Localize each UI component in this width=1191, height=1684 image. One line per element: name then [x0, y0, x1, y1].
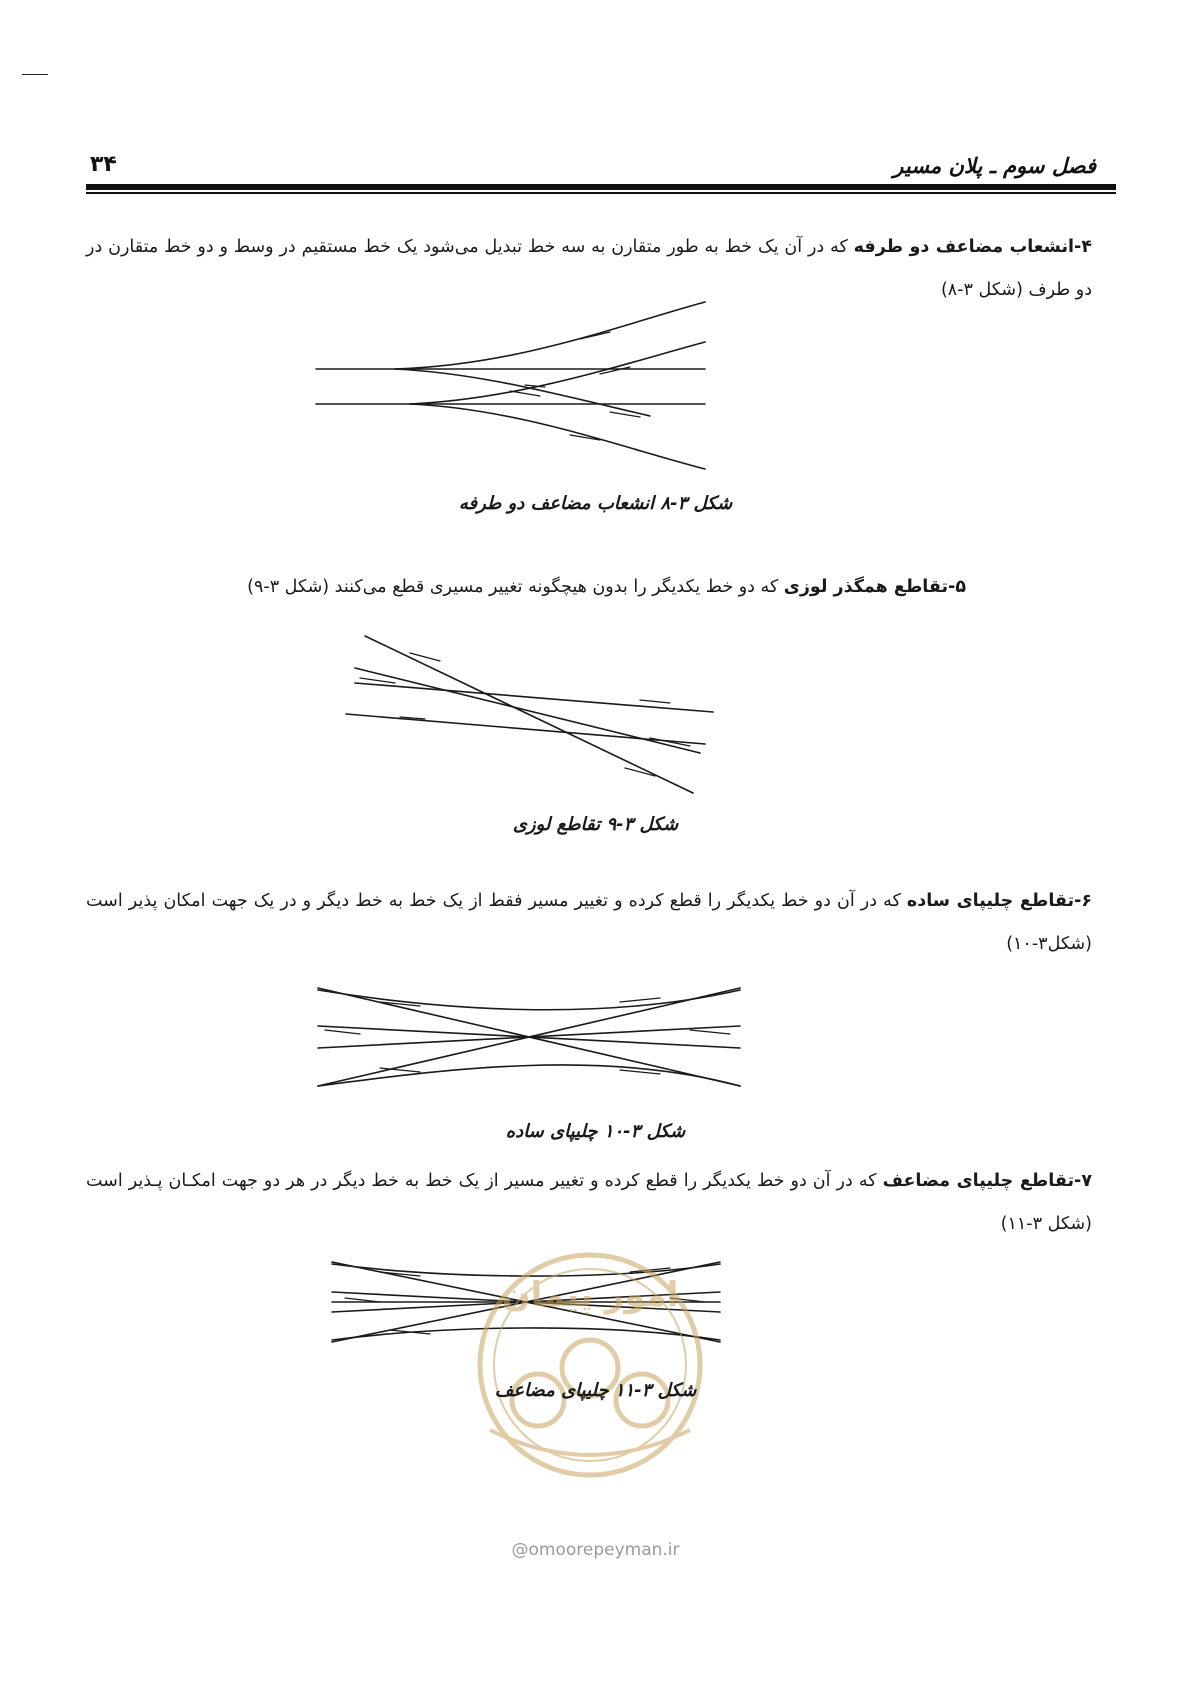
- page-number: ۳۴: [90, 152, 117, 177]
- figure-caption: شکل ۳-۹ تقاطع لوزی: [512, 814, 679, 835]
- rail-tick: [640, 700, 670, 703]
- section-number: ۷-: [1074, 1171, 1092, 1191]
- seal-logo-text: امور پیمان: [501, 1275, 679, 1315]
- rail-tick: [325, 1030, 360, 1034]
- figure-caption: شکل ۳-۸ انشعاب مضاعف دو طرفه: [458, 493, 733, 514]
- figure-diamond-crossing: [0, 628, 1191, 798]
- scan-corner-mark: [22, 74, 48, 75]
- section-text: که در آن یک خط به طور متقارن به سه خط تبدیل می‌شود یک خط مستقیم در وسط و دو خط متقارن در دو طرف (شکل ۳-۸): [86, 237, 1092, 300]
- figure-caption: شکل ۳-۱۱ چلیپای مضاعف: [494, 1380, 697, 1401]
- diverging-track: [395, 302, 705, 369]
- chapter-title: فصل سوم ـ پلان مسیر: [893, 154, 1096, 178]
- paragraph-section-5: [86, 566, 966, 609]
- section-number: ۵-: [948, 577, 966, 597]
- rail-tick: [360, 678, 395, 683]
- header-rule-thin: [86, 192, 1116, 194]
- rail-tick: [580, 332, 610, 339]
- figure-double-turnout: [0, 295, 1191, 485]
- section-term: تقاطع همگذر لوزی: [783, 577, 949, 597]
- track-line: [365, 636, 693, 793]
- curved-track: [318, 990, 740, 1010]
- section-term: تقاطع چلیپای ساده: [906, 891, 1075, 911]
- rail-tick: [620, 998, 660, 1002]
- section-number: ۴-: [1074, 237, 1092, 257]
- section-text: که در آن دو خط یکدیگر را قطع کرده و تغییر مسیر از یک خط به خط دیگر در هر دو جهت امکـان پـذیر است (شکل ۳-۱۱): [86, 1171, 1092, 1234]
- at-icon: @: [511, 1540, 529, 1560]
- track-line: [346, 714, 705, 744]
- section-term: انشعاب مضاعف دو طرفه: [853, 237, 1075, 257]
- paragraph-section-6: [86, 880, 1092, 966]
- watermark-site-text: omoorepeyman.ir: [528, 1540, 680, 1560]
- figure-caption: شکل ۳-۱۰ چلیپای ساده: [505, 1121, 686, 1142]
- rail-tick: [690, 1030, 730, 1034]
- section-number: ۶-: [1074, 891, 1093, 911]
- figure-simple-crossover: [0, 982, 1191, 1097]
- paragraph-section-7: [86, 1160, 1092, 1246]
- watermark-site: [0, 1540, 1191, 1560]
- header-rule-thick: [86, 184, 1116, 190]
- section-text: که دو خط یکدیگر را بدون هیچگونه تغییر مسیری قطع می‌کنند (شکل ۳-۹): [247, 577, 784, 597]
- watermark-seal: [470, 1240, 710, 1490]
- track-line: [355, 683, 713, 712]
- rail-tick: [510, 391, 540, 396]
- diverging-track: [410, 404, 705, 469]
- section-term: تقاطع چلیپای مضاعف: [882, 1171, 1075, 1191]
- track-line: [355, 668, 700, 753]
- section-text: که در آن دو خط یکدیگر را قطع کرده و تغییر مسیر فقط از یک خط به خط دیگر و در یک جهت امکان پذیر است (شکل۳-۱۰): [86, 891, 1092, 954]
- page-header: [86, 150, 1116, 200]
